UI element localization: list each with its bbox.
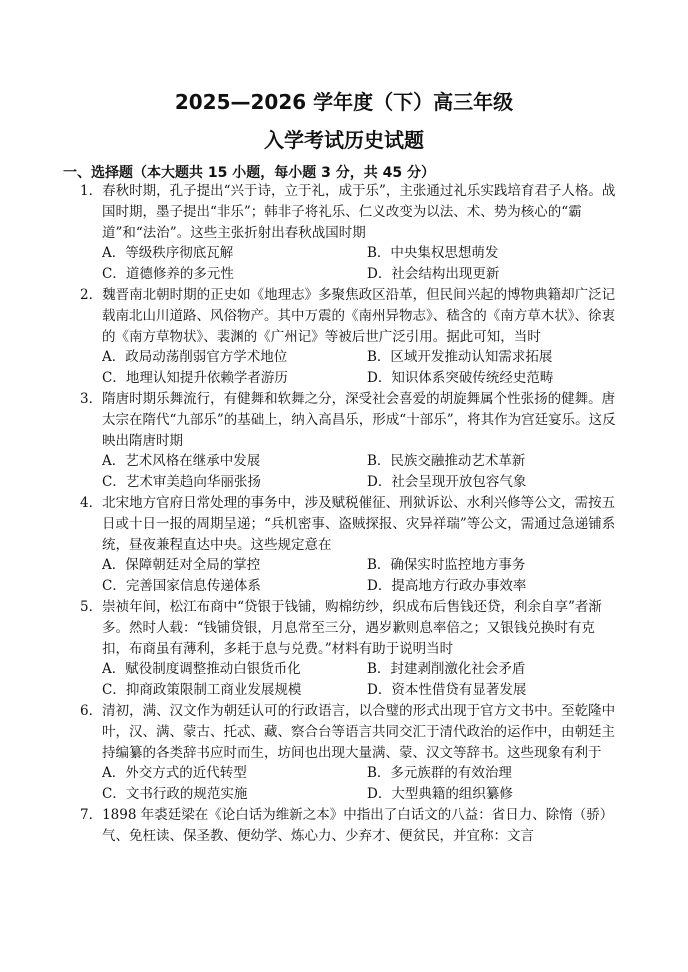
- answer-option-D: D．社会结构出现更新: [367, 266, 500, 283]
- option-group: [80, 347, 620, 389]
- answer-option-C: C．道德修养的多元性: [102, 266, 234, 283]
- answer-option-C: C．文书行政的规范实施: [102, 786, 248, 803]
- option-group: [80, 451, 620, 493]
- answer-option-D: D．提高地方行政办事效率: [367, 578, 527, 595]
- question-7: [80, 805, 620, 847]
- option-group: [80, 243, 620, 285]
- section-heading: 一、选择题（本大题共 15 小题，每小题 3 分，共 45 分）: [63, 165, 435, 181]
- option-group: [80, 763, 620, 805]
- answer-option-D: D．知识体系突破传统经史范畴: [367, 370, 554, 387]
- question-2: [80, 285, 620, 389]
- question-1: [80, 181, 620, 285]
- option-group: [80, 659, 620, 701]
- answer-option-A: A．政局动荡削弱官方学术地位: [102, 349, 288, 366]
- answer-option-A: A．赋役制度调整推动白银货币化: [102, 661, 301, 678]
- question-stem: 2．魏晋南北朝时期的正史如《地理志》多聚焦政区沿革，但民间兴起的博物典籍却广泛记载南北山川道路、风俗物产。其中万震的《南州异物志》、嵇含的《南方草木状》、徐衷的《南方草物状》、裴渊的《广州记》等被后世广泛引用。据此可知，当时: [80, 286, 616, 345]
- answer-option-A: A．艺术风格在继承中发展: [102, 453, 261, 470]
- answer-option-D: D．社会呈现开放包容气象: [367, 474, 527, 491]
- exam-title-line1: 2025—2026 学年度（下）高三年级: [174, 90, 514, 114]
- question-stem: 1．春秋时期，孔子提出“兴于诗，立于礼，成于乐”，主张通过礼乐实践培育君子人格。战国时期，墨子提出“非乐”；韩非子将礼乐、仁义改变为以法、术、势为核心的“霸道”和“法治”。这些主张折射出春秋战国时期: [80, 183, 616, 241]
- exam-title-line2: 入学考试历史试题: [264, 128, 424, 152]
- answer-option-B: B．多元族群的有效治理: [367, 765, 512, 782]
- answer-option-C: C．艺术审美趋向华丽张扬: [102, 474, 261, 491]
- answer-option-A: A．外交方式的近代转型: [102, 765, 247, 782]
- answer-option-C: C．抑商政策限制工商业发展规模: [102, 682, 302, 699]
- answer-option-B: B．民族交融推动艺术革新: [367, 453, 526, 470]
- answer-option-A: A．等级秩序彻底瓦解: [102, 245, 234, 262]
- answer-option-B: B．中央集权思想萌发: [367, 245, 499, 262]
- answer-option-D: D．资本性借贷有显著发展: [367, 682, 527, 699]
- answer-option-B: B．确保实时监控地方事务: [367, 557, 526, 574]
- answer-option-A: A．保障朝廷对全局的掌控: [102, 557, 261, 574]
- answer-option-C: C．地理认知提升依赖学者游历: [102, 370, 288, 387]
- question-5: [80, 597, 620, 701]
- answer-option-B: B．封建剥削激化社会矛盾: [367, 661, 526, 678]
- answer-option-C: C．完善国家信息传递体系: [102, 578, 261, 595]
- question-list: [80, 181, 620, 847]
- answer-option-B: B．区域开发推动认知需求拓展: [367, 349, 553, 366]
- question-3: [80, 389, 620, 493]
- question-stem: 5．崇祯年间，松江布商中“贷银于钱铺，购棉纺纱，织成布后售钱还贷，利余自享”者渐多。然时人载：“钱铺贷银，月息常至三分，遇岁歉则息率倍之；又银钱兑换时有克扣，布商虽有薄利，多耗于息与兑费。”材料有助于说明当时: [80, 598, 602, 657]
- answer-option-D: D．大型典籍的组织纂修: [367, 786, 513, 803]
- question-4: [80, 493, 620, 597]
- question-stem: 3．隋唐时期乐舞流行，有健舞和软舞之分，深受社会喜爱的胡旋舞属个性张扬的健舞。唐太宗在隋代“九部乐”的基础上，纳入高昌乐，形成“十部乐”，将其作为宫廷宴乐。这反映出隋唐时期: [80, 390, 616, 449]
- question-stem: 4．北宋地方官府日常处理的事务中，涉及赋税催征、刑狱诉讼、水利兴修等公文，需按五日或十日一报的周期呈递；“兵机密事、盗贼探报、灾异祥瑞”等公文，需通过急递铺系统，昼夜兼程直达中央。这些规定意在: [80, 494, 616, 553]
- question-stem: 7．1898 年裘廷梁在《论白话为维新之本》中指出了白话文的八益：省日力、除惰（骄）气、免枉读、保圣教、便幼学、炼心力、少弃才、便贫民，并宜称：文言: [80, 806, 614, 844]
- question-stem: 6．清初，满、汉文作为朝廷认可的行政语言，以合璧的形式出现于官方文书中。至乾隆中叶，汉、满、蒙古、托忒、藏、察合台等语言共同交汇于清代政治的运作中，由朝廷主持编纂的各类辞书应时而生，坊间也出现大量满、蒙、汉文等辞书。这些现象有利于: [80, 702, 616, 761]
- option-group: [80, 555, 620, 597]
- question-6: [80, 701, 620, 805]
